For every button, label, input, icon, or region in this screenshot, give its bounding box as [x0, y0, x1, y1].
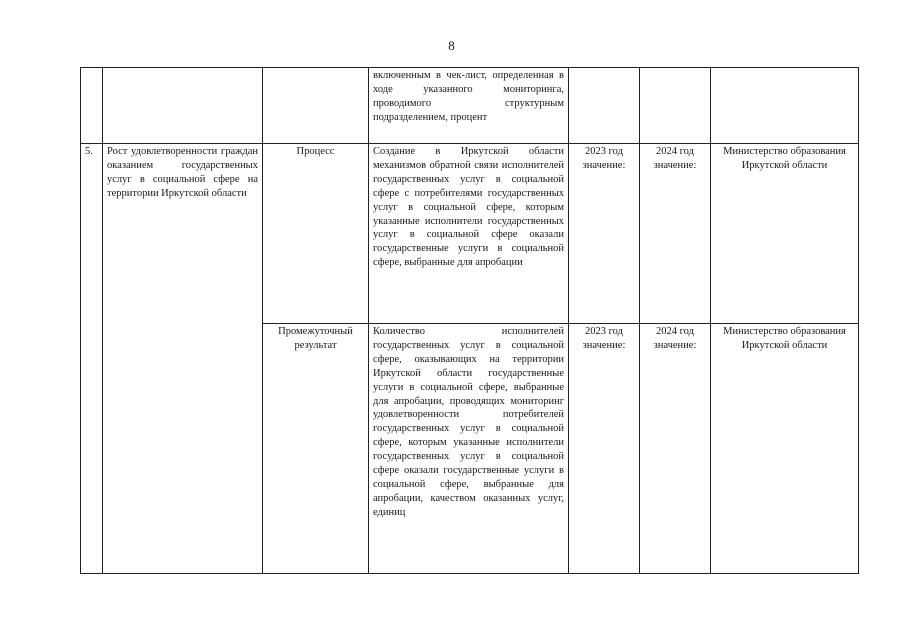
responsible-cell: Министерство образования Иркутской области [711, 144, 859, 324]
base-value-cell: 2023 год значение: [569, 324, 640, 574]
row-number-cell [81, 68, 103, 144]
responsible-cell: Министерство образования Иркутской области [711, 324, 859, 574]
level-cell: Промежуточный результат [263, 324, 369, 574]
indicators-table [80, 67, 859, 574]
base-value-cell: 2023 год значение: [569, 144, 640, 324]
level-cell: Процесс [263, 144, 369, 324]
table-row [81, 144, 859, 324]
goal-cell [103, 68, 263, 144]
indicator-cell: включенным в чек-лист, определенная в ходе указанного мониторинга, проводимого структурным подразделением, процент [369, 68, 569, 144]
table-row [81, 68, 859, 144]
page-number: 8 [448, 38, 455, 53]
goal-cell: Рост удовлетворенности граждан оказанием государственных услуг в социальной сфере на территории Иркутской области [103, 144, 263, 574]
indicator-cell: Создание в Иркутской области механизмов обратной связи исполнителей государственных услуг в социальной сфере с потребителями государственных услуг в социальной сфере, которым указанные исполнители государственных услуг в социальной сфере оказали государственные услуги в социальной сфере, выбранные для апробации [369, 144, 569, 324]
level-cell [263, 68, 369, 144]
base-value-cell [569, 68, 640, 144]
indicator-cell: Количество исполнителей государственных услуг в социальной сфере, оказывающих на территории Иркутской области государственные услуги в социальной сфере, выбранные для апробации, проводящих мониторинг удовлетворенности потребителей государственных услуг в социальной сфере, которым указанные исполнители государственных услуг в социальной сфере оказали государственные услуги в социальной сфере, выбранные для апробации, качеством оказанных услуг, единиц [369, 324, 569, 574]
target-value-cell [640, 68, 711, 144]
target-value-cell: 2024 год значение: [640, 324, 711, 574]
target-value-cell: 2024 год значение: [640, 144, 711, 324]
responsible-cell [711, 68, 859, 144]
row-number-cell: 5. [81, 144, 103, 574]
